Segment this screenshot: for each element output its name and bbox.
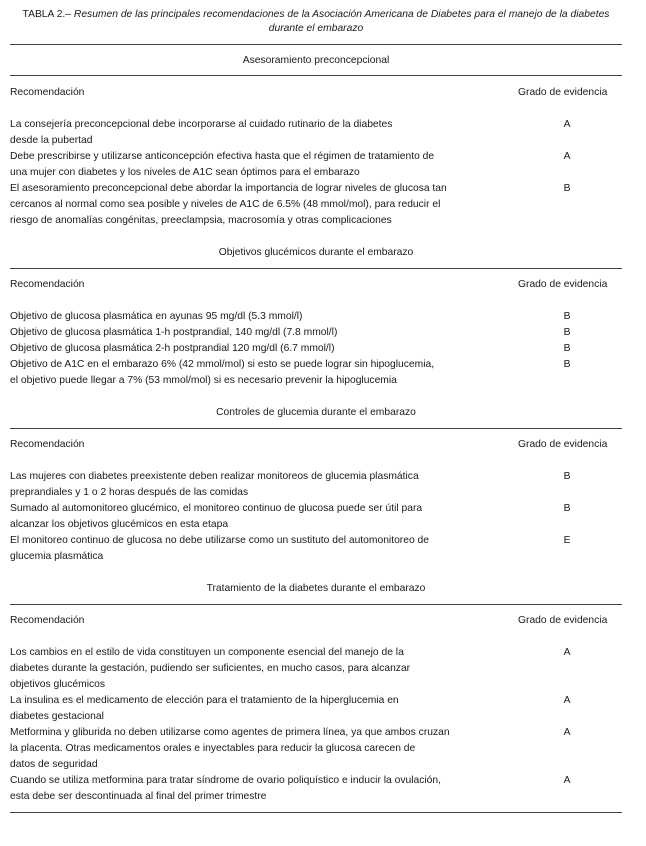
recommendation-line: Objetivo de glucosa plasmática 2-h postprandial 120 mg/dl (6.7 mmol/l) (10, 343, 335, 354)
caption-label: TABLA 2.– (22, 9, 72, 20)
evidence-grade: B (563, 183, 571, 194)
recommendation-line: diabetes gestacional (10, 711, 104, 722)
recommendation-line: riesgo de anomalías congénitas, preeclampsia, macrosomía y otras complicaciones (10, 215, 392, 226)
section-title: Asesoramiento preconcepcional (242, 55, 390, 66)
recommendation-line: preprandiales y 1 o 2 horas después de las comidas (10, 487, 249, 498)
section-rule (10, 604, 622, 605)
column-header-evidence: Grado de evidencia (518, 615, 608, 626)
evidence-grade: A (563, 727, 571, 738)
evidence-grade: A (563, 775, 571, 786)
top-rule (10, 44, 622, 45)
recommendation-line: diabetes durante la gestación, pudiendo ser suficientes, en mucho casos, para alcanzar (10, 663, 411, 674)
section-title: Controles de glucemia durante el embarazo (216, 407, 416, 418)
recommendation-line: El asesoramiento preconcepcional debe abordar la importancia de lograr niveles de glucosa tan (10, 183, 447, 194)
recommendation-line: una mujer con diabetes y los niveles de A1C sean óptimos para el embarazo (10, 167, 360, 178)
recommendation-line: cercanos al normal como sea posible y niveles de A1C de 6.5% (48 mmol/mol), para reducir el (10, 199, 441, 210)
column-header-recommendation: Recomendación (10, 87, 85, 98)
column-header-evidence: Grado de evidencia (518, 87, 608, 98)
recommendation-line: el objetivo puede llegar a 7% (53 mmol/mol) si es necesario prevenir la hipoglucemia (10, 375, 397, 386)
recommendation-line: Objetivo de A1C en el embarazo 6% (42 mmol/mol) si esto se puede lograr sin hipoglucemia, (10, 359, 435, 370)
evidence-grade: B (563, 311, 571, 322)
recommendation-line: Debe prescribirse y utilizarse anticoncepción efectiva hasta que el régimen de tratamiento de (10, 151, 435, 162)
bottom-rule (10, 812, 622, 813)
column-header-recommendation: Recomendación (10, 279, 85, 290)
recommendation-line: Metformina y gliburida no deben utilizarse como agentes de primera línea, ya que ambos cruzan (10, 727, 450, 738)
column-header-recommendation: Recomendación (10, 439, 85, 450)
recommendation-line: Los cambios en el estilo de vida constituyen un componente esencial del manejo de la (10, 647, 404, 658)
table-caption (10, 8, 622, 36)
evidence-grade: B (563, 327, 571, 338)
recommendation-line: datos de seguridad (10, 759, 98, 770)
recommendation-line: la placenta. Otras medicamentos orales e inyectables para reducir la glucosa carecen de (10, 743, 416, 754)
column-header-recommendation: Recomendación (10, 615, 85, 626)
recommendation-line: Objetivo de glucosa plasmática en ayunas 95 mg/dl (5.3 mmol/l) (10, 311, 303, 322)
section-title: Tratamiento de la diabetes durante el embarazo (206, 583, 426, 594)
recommendation-line: esta debe ser descontinuada al final del primer trimestre (10, 791, 267, 802)
recommendation-line: Cuando se utiliza metformina para tratar síndrome de ovario poliquístico e inducir la ovulación, (10, 775, 441, 786)
recommendation-line: objetivos glucémicos (10, 679, 106, 690)
recommendation-line: desde la pubertad (10, 135, 93, 146)
recommendation-line: Objetivo de glucosa plasmática 1-h postprandial, 140 mg/dl (7.8 mmol/l) (10, 327, 338, 338)
recommendation-line: La consejería preconcepcional debe incorporarse al cuidado rutinario de la diabetes (10, 119, 393, 130)
column-header-evidence: Grado de evidencia (518, 279, 608, 290)
section-rule (10, 75, 622, 76)
section-rule (10, 268, 622, 269)
evidence-grade: B (563, 343, 571, 354)
evidence-grade: B (563, 359, 571, 370)
column-header-evidence: Grado de evidencia (518, 439, 608, 450)
recommendation-line: alcanzar los objetivos glucémicos en esta etapa (10, 519, 229, 530)
evidence-grade: A (563, 695, 571, 706)
evidence-grade: A (563, 119, 571, 130)
caption-title: Resumen de las principales recomendaciones de la Asociación Americana de Diabetes para el manejo de la diabetes durante el embarazo (73, 9, 610, 34)
evidence-grade: B (563, 471, 571, 482)
evidence-grade: B (563, 503, 571, 514)
recommendation-line: glucemia plasmática (10, 551, 104, 562)
recommendation-line: El monitoreo continuo de glucosa no debe utilizarse como un sustituto del automonitoreo de (10, 535, 429, 546)
recommendation-line: Las mujeres con diabetes preexistente deben realizar monitoreos de glucemia plasmática (10, 471, 419, 482)
recommendation-line: Sumado al automonitoreo glucémico, el monitoreo continuo de glucosa puede ser útil para (10, 503, 423, 514)
evidence-grade: A (563, 151, 571, 162)
evidence-grade: E (563, 535, 571, 546)
recommendation-line: La insulina es el medicamento de elección para el tratamiento de la hiperglucemia en (10, 695, 399, 706)
section-title: Objetivos glucémicos durante el embarazo (218, 247, 414, 258)
section-rule (10, 428, 622, 429)
evidence-grade: A (563, 647, 571, 658)
